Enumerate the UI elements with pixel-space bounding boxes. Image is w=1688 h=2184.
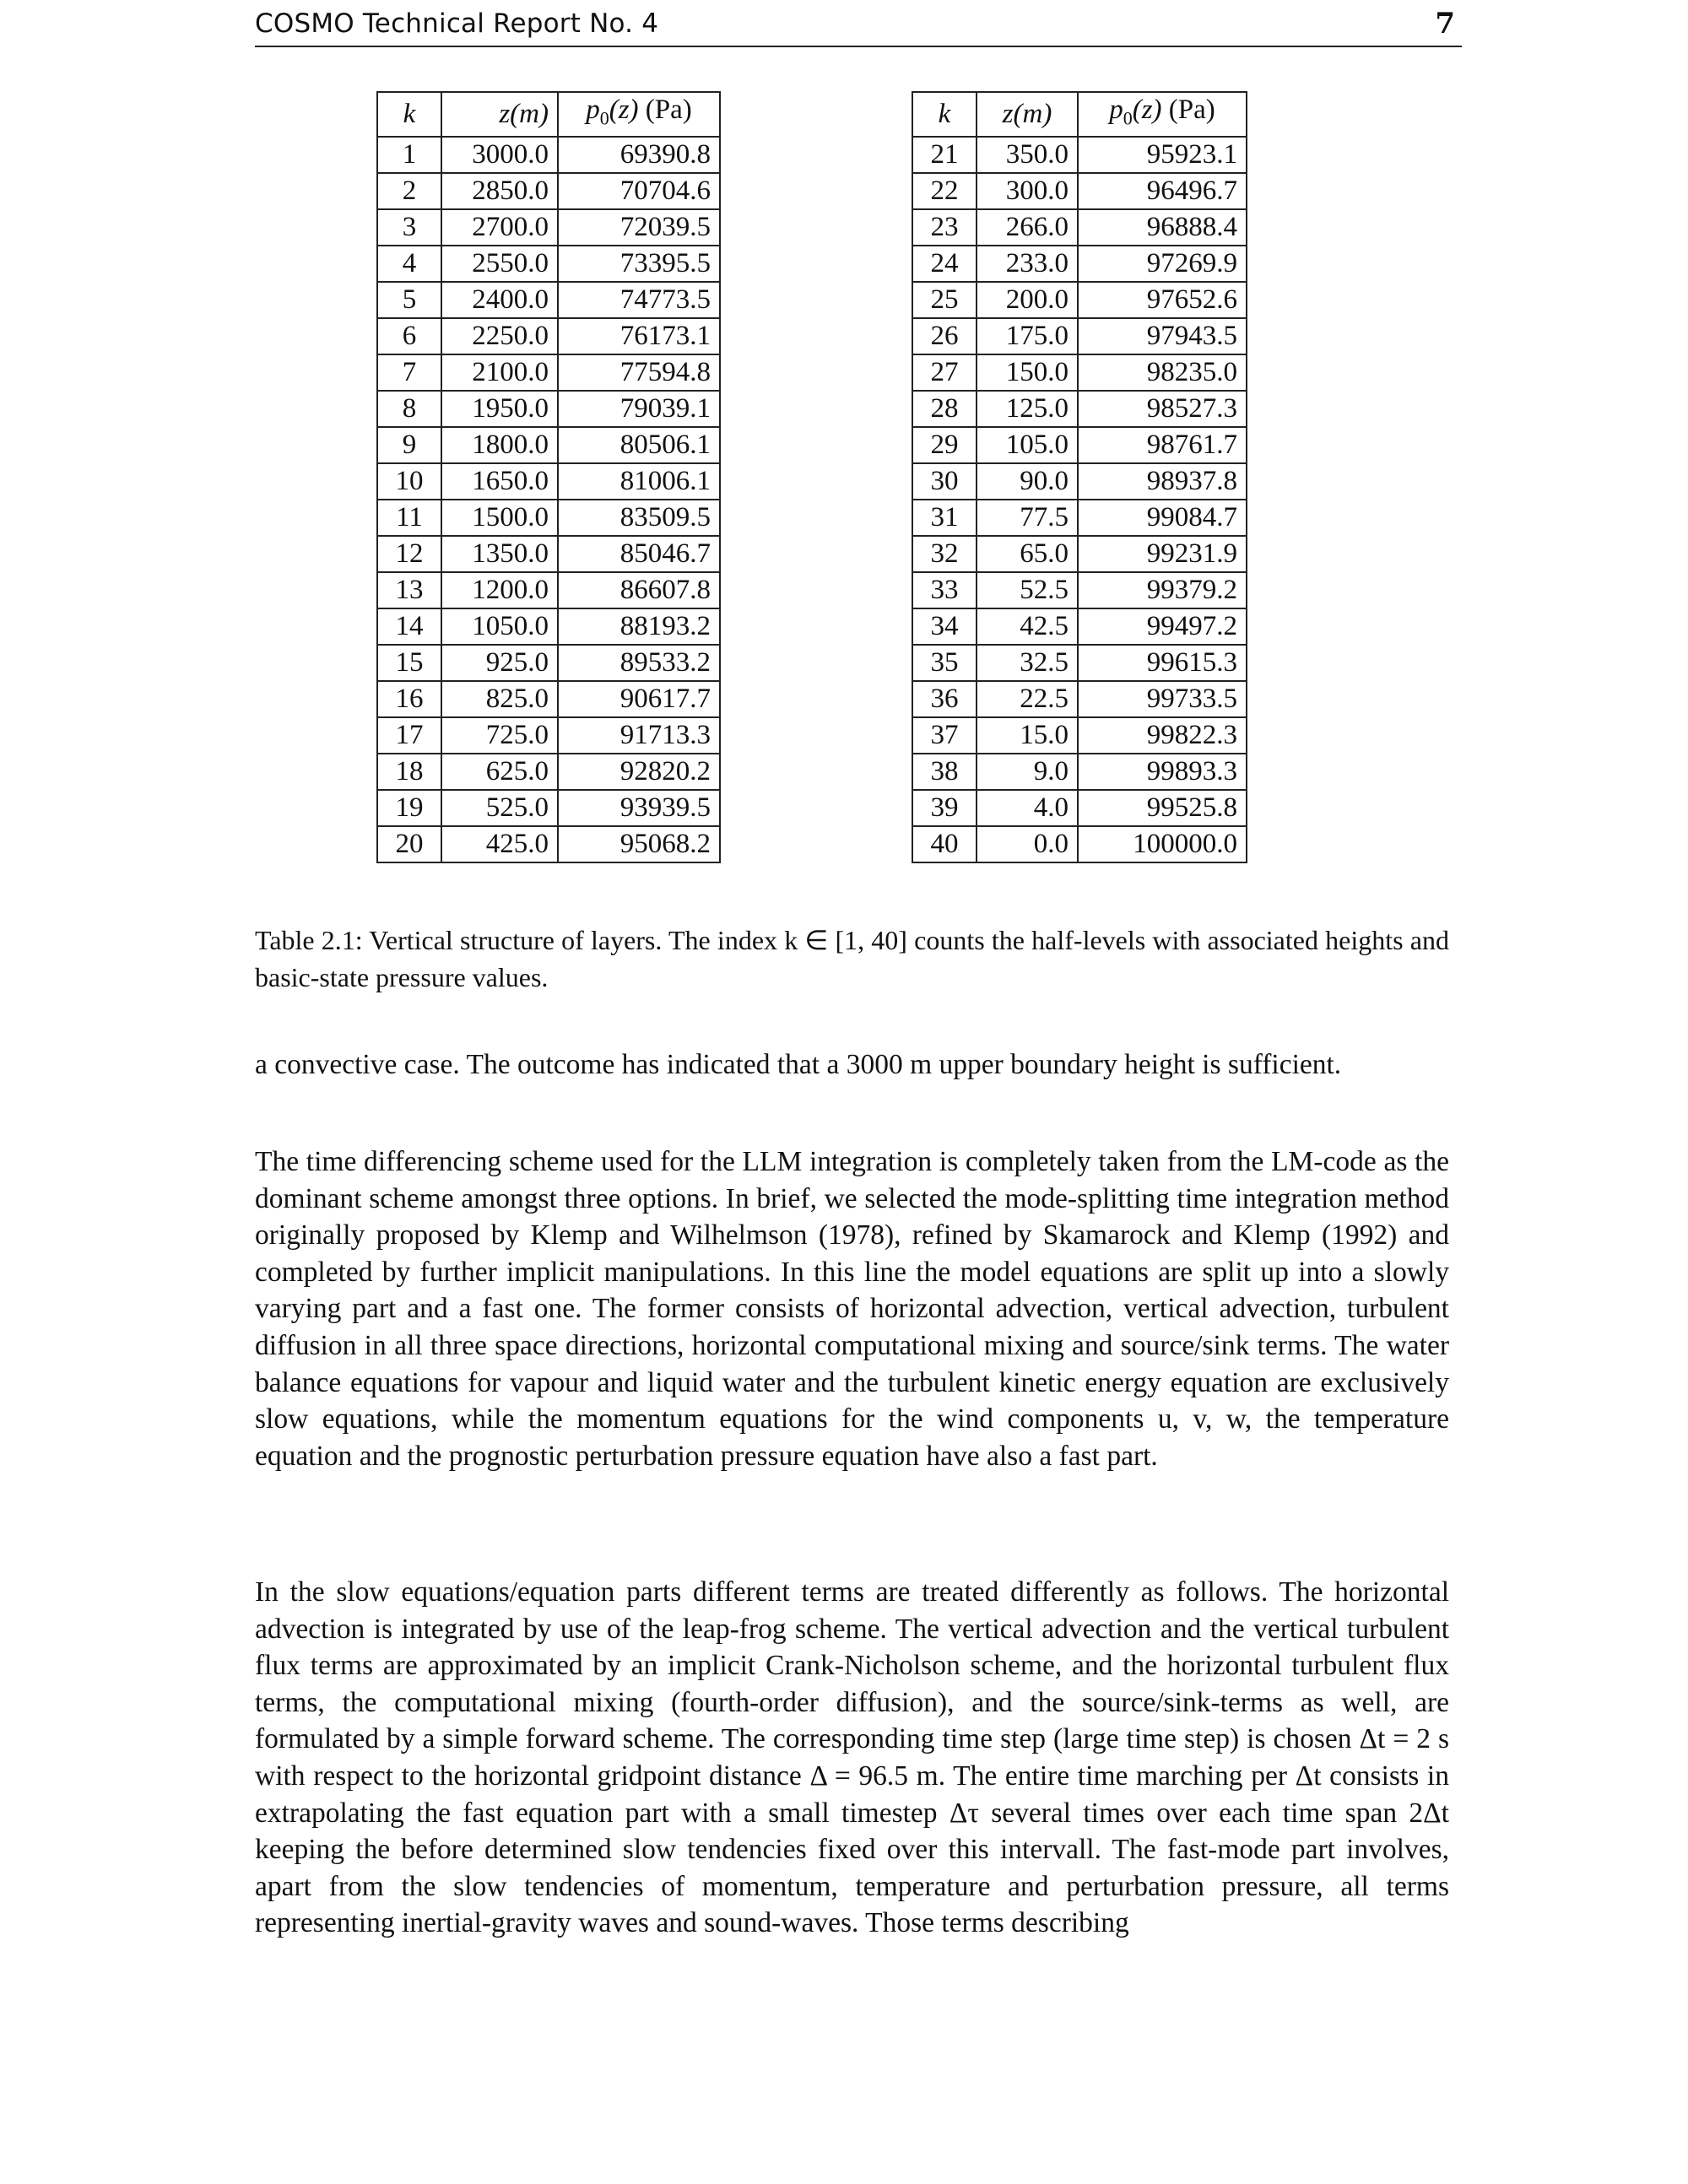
column-header-p0	[1078, 92, 1247, 137]
cell-p0: 96888.4	[1078, 209, 1247, 246]
cell-k: 8	[377, 391, 441, 427]
cell-z: 625.0	[441, 754, 558, 790]
cell-k: 31	[912, 500, 977, 536]
cell-z: 150.0	[977, 354, 1078, 391]
table-row	[912, 790, 1247, 826]
running-header	[255, 7, 1462, 47]
cell-z: 52.5	[977, 572, 1078, 608]
cell-k: 28	[912, 391, 977, 427]
p-argument: (z)	[1132, 95, 1162, 125]
cell-p0: 98527.3	[1078, 391, 1247, 427]
cell-k: 40	[912, 826, 977, 862]
table-row	[912, 826, 1247, 862]
cell-p0: 79039.1	[558, 391, 720, 427]
cell-z: 233.0	[977, 246, 1078, 282]
table-row	[912, 246, 1247, 282]
cell-z: 4.0	[977, 790, 1078, 826]
table-row	[912, 500, 1247, 536]
cell-k: 7	[377, 354, 441, 391]
cell-p0: 81006.1	[558, 463, 720, 500]
table-body-left	[377, 137, 720, 862]
cell-p0: 99084.7	[1078, 500, 1247, 536]
p-unit: (Pa)	[1161, 95, 1215, 125]
cell-p0: 98761.7	[1078, 427, 1247, 463]
cell-p0: 85046.7	[558, 536, 720, 572]
cell-z: 90.0	[977, 463, 1078, 500]
column-header-z: z(m)	[441, 92, 558, 137]
p-subscript: 0	[599, 107, 609, 129]
cell-p0: 99231.9	[1078, 536, 1247, 572]
table-row	[377, 790, 720, 826]
p-symbol: p	[586, 95, 600, 125]
table-row	[377, 608, 720, 645]
table-row	[912, 536, 1247, 572]
cell-p0: 92820.2	[558, 754, 720, 790]
cell-p0: 98937.8	[1078, 463, 1247, 500]
paragraph: In the slow equations/equation parts different terms are treated differently as follows. The horizontal advection is integrated by use of the leap-frog scheme. The vertical advection and the vertical turbulent flux terms are approximated by an implicit Crank-Nicholson scheme, and the horizontal turbulent flux terms, the computational mixing (fourth-order diffusion), and the source/sink-terms as well, are formulated by a simple forward scheme. The corresponding time step (large time step) is chosen Δt = 2 s with respect to the horizontal gridpoint distance Δ = 96.5 m. The entire time marching per Δt consists in extrapolating the fast equation part with a small timestep Δτ several times over each time span 2Δt keeping the before determined slow tendencies fixed over this intervall. The fast-mode part involves, apart from the slow tendencies of momentum, temperature and perturbation pressure, all terms representing inertial-gravity waves and sound-waves. Those terms describing	[255, 1576, 1449, 1939]
cell-p0: 90617.7	[558, 681, 720, 717]
table-row	[377, 717, 720, 754]
table-row	[377, 246, 720, 282]
cell-z: 0.0	[977, 826, 1078, 862]
cell-k: 39	[912, 790, 977, 826]
cell-z: 200.0	[977, 282, 1078, 318]
cell-k: 13	[377, 572, 441, 608]
column-header-p0	[558, 92, 720, 137]
table-row	[912, 717, 1247, 754]
cell-k: 33	[912, 572, 977, 608]
table-caption: Table 2.1: Vertical structure of layers. The index k ∈ [1, 40] counts the half-levels with associated heights and basic-state pressure values.	[255, 925, 1449, 992]
table-row	[377, 681, 720, 717]
table-row	[377, 354, 720, 391]
report-title: COSMO Technical Report No. 4	[255, 8, 659, 39]
cell-p0: 93939.5	[558, 790, 720, 826]
cell-z: 175.0	[977, 318, 1078, 354]
cell-p0: 97943.5	[1078, 318, 1247, 354]
cell-p0: 99525.8	[1078, 790, 1247, 826]
table-row	[912, 209, 1247, 246]
cell-k: 12	[377, 536, 441, 572]
cell-p0: 86607.8	[558, 572, 720, 608]
cell-k: 5	[377, 282, 441, 318]
cell-p0: 97269.9	[1078, 246, 1247, 282]
cell-k: 6	[377, 318, 441, 354]
cell-p0: 89533.2	[558, 645, 720, 681]
cell-k: 25	[912, 282, 977, 318]
table-row	[912, 463, 1247, 500]
cell-p0: 99615.3	[1078, 645, 1247, 681]
cell-z: 350.0	[977, 137, 1078, 173]
cell-k: 4	[377, 246, 441, 282]
cell-z: 1200.0	[441, 572, 558, 608]
cell-k: 27	[912, 354, 977, 391]
cell-z: 725.0	[441, 717, 558, 754]
cell-p0: 69390.8	[558, 137, 720, 173]
cell-z: 125.0	[977, 391, 1078, 427]
page-number: 7	[1435, 7, 1455, 41]
cell-z: 105.0	[977, 427, 1078, 463]
cell-k: 17	[377, 717, 441, 754]
cell-z: 2700.0	[441, 209, 558, 246]
cell-k: 11	[377, 500, 441, 536]
cell-z: 1500.0	[441, 500, 558, 536]
cell-p0: 95923.1	[1078, 137, 1247, 173]
cell-z: 2100.0	[441, 354, 558, 391]
cell-k: 23	[912, 209, 977, 246]
cell-k: 35	[912, 645, 977, 681]
table-row	[912, 608, 1247, 645]
table-row	[377, 173, 720, 209]
table-row	[377, 572, 720, 608]
cell-p0: 96496.7	[1078, 173, 1247, 209]
column-header-k: k	[377, 92, 441, 137]
column-header-k: k	[912, 92, 977, 137]
cell-z: 425.0	[441, 826, 558, 862]
cell-k: 22	[912, 173, 977, 209]
cell-z: 266.0	[977, 209, 1078, 246]
table-row	[912, 318, 1247, 354]
table-row	[377, 645, 720, 681]
cell-z: 3000.0	[441, 137, 558, 173]
layers-table-right	[912, 91, 1247, 863]
cell-p0: 77594.8	[558, 354, 720, 391]
p-unit: (Pa)	[638, 95, 692, 125]
cell-p0: 72039.5	[558, 209, 720, 246]
cell-k: 32	[912, 536, 977, 572]
table-row	[377, 391, 720, 427]
table-row	[377, 318, 720, 354]
table-row	[377, 282, 720, 318]
column-header-z: z(m)	[977, 92, 1078, 137]
paragraph: a convective case. The outcome has indicated that a 3000 m upper boundary height is sufficient.	[255, 1049, 1342, 1080]
cell-z: 15.0	[977, 717, 1078, 754]
table-row	[912, 173, 1247, 209]
cell-p0: 73395.5	[558, 246, 720, 282]
cell-k: 34	[912, 608, 977, 645]
cell-p0: 97652.6	[1078, 282, 1247, 318]
layers-table-left	[376, 91, 721, 863]
cell-p0: 99379.2	[1078, 572, 1247, 608]
table-row	[912, 754, 1247, 790]
cell-p0: 91713.3	[558, 717, 720, 754]
p-subscript: 0	[1123, 107, 1133, 129]
cell-k: 14	[377, 608, 441, 645]
cell-z: 925.0	[441, 645, 558, 681]
table-row	[912, 391, 1247, 427]
cell-p0: 70704.6	[558, 173, 720, 209]
cell-p0: 99497.2	[1078, 608, 1247, 645]
cell-z: 2400.0	[441, 282, 558, 318]
cell-k: 16	[377, 681, 441, 717]
p-argument: (z)	[609, 95, 639, 125]
cell-k: 3	[377, 209, 441, 246]
cell-p0: 80506.1	[558, 427, 720, 463]
table-row	[377, 463, 720, 500]
cell-p0: 88193.2	[558, 608, 720, 645]
cell-z: 1350.0	[441, 536, 558, 572]
cell-p0: 99822.3	[1078, 717, 1247, 754]
table-row	[377, 500, 720, 536]
cell-z: 825.0	[441, 681, 558, 717]
cell-k: 37	[912, 717, 977, 754]
cell-p0: 95068.2	[558, 826, 720, 862]
cell-k: 20	[377, 826, 441, 862]
table-row	[377, 209, 720, 246]
cell-p0: 99733.5	[1078, 681, 1247, 717]
cell-z: 22.5	[977, 681, 1078, 717]
cell-z: 2550.0	[441, 246, 558, 282]
cell-p0: 98235.0	[1078, 354, 1247, 391]
cell-z: 65.0	[977, 536, 1078, 572]
cell-p0: 76173.1	[558, 318, 720, 354]
table-row	[377, 427, 720, 463]
cell-k: 18	[377, 754, 441, 790]
cell-k: 21	[912, 137, 977, 173]
cell-z: 1650.0	[441, 463, 558, 500]
cell-z: 42.5	[977, 608, 1078, 645]
cell-k: 2	[377, 173, 441, 209]
cell-z: 1050.0	[441, 608, 558, 645]
cell-k: 30	[912, 463, 977, 500]
cell-z: 2850.0	[441, 173, 558, 209]
cell-z: 77.5	[977, 500, 1078, 536]
table-row	[912, 681, 1247, 717]
p-symbol: p	[1109, 95, 1123, 125]
cell-p0: 99893.3	[1078, 754, 1247, 790]
cell-k: 19	[377, 790, 441, 826]
table-row	[912, 137, 1247, 173]
cell-k: 15	[377, 645, 441, 681]
table-row	[377, 137, 720, 173]
cell-p0: 100000.0	[1078, 826, 1247, 862]
cell-k: 1	[377, 137, 441, 173]
cell-k: 24	[912, 246, 977, 282]
cell-z: 300.0	[977, 173, 1078, 209]
cell-z: 9.0	[977, 754, 1078, 790]
table-row	[912, 354, 1247, 391]
cell-z: 32.5	[977, 645, 1078, 681]
cell-k: 29	[912, 427, 977, 463]
cell-z: 1800.0	[441, 427, 558, 463]
cell-k: 10	[377, 463, 441, 500]
table-header-row	[912, 92, 1247, 137]
cell-z: 2250.0	[441, 318, 558, 354]
cell-p0: 83509.5	[558, 500, 720, 536]
table-body-right	[912, 137, 1247, 862]
cell-k: 38	[912, 754, 977, 790]
table-row	[912, 427, 1247, 463]
table-row	[377, 536, 720, 572]
table-row	[377, 754, 720, 790]
cell-k: 26	[912, 318, 977, 354]
cell-k: 9	[377, 427, 441, 463]
table-row	[912, 645, 1247, 681]
table-row	[912, 282, 1247, 318]
cell-z: 1950.0	[441, 391, 558, 427]
cell-k: 36	[912, 681, 977, 717]
cell-p0: 74773.5	[558, 282, 720, 318]
table-header-row	[377, 92, 720, 137]
table-row	[912, 572, 1247, 608]
paragraph: The time differencing scheme used for the LLM integration is completely taken from the LM-code as the dominant scheme amongst three options. In brief, we selected the mode-splitting time integration method originally proposed by Klemp and Wilhelmson (1978), refined by Skamarock and Klemp (1992) and completed by further implicit manipulations. In this line the model equations are split up into a slowly varying part and a fast one. The former consists of horizontal advection, vertical advection, turbulent diffusion in all three space directions, horizontal computational mixing and source/sink terms. The water balance equations for vapour and liquid water and the turbulent kinetic energy equation are exclusively slow equations, while the momentum equations for the wind components u, v, w, the temperature equation and the prognostic perturbation pressure equation have also a fast part.	[255, 1146, 1449, 1472]
cell-z: 525.0	[441, 790, 558, 826]
table-row	[377, 826, 720, 862]
